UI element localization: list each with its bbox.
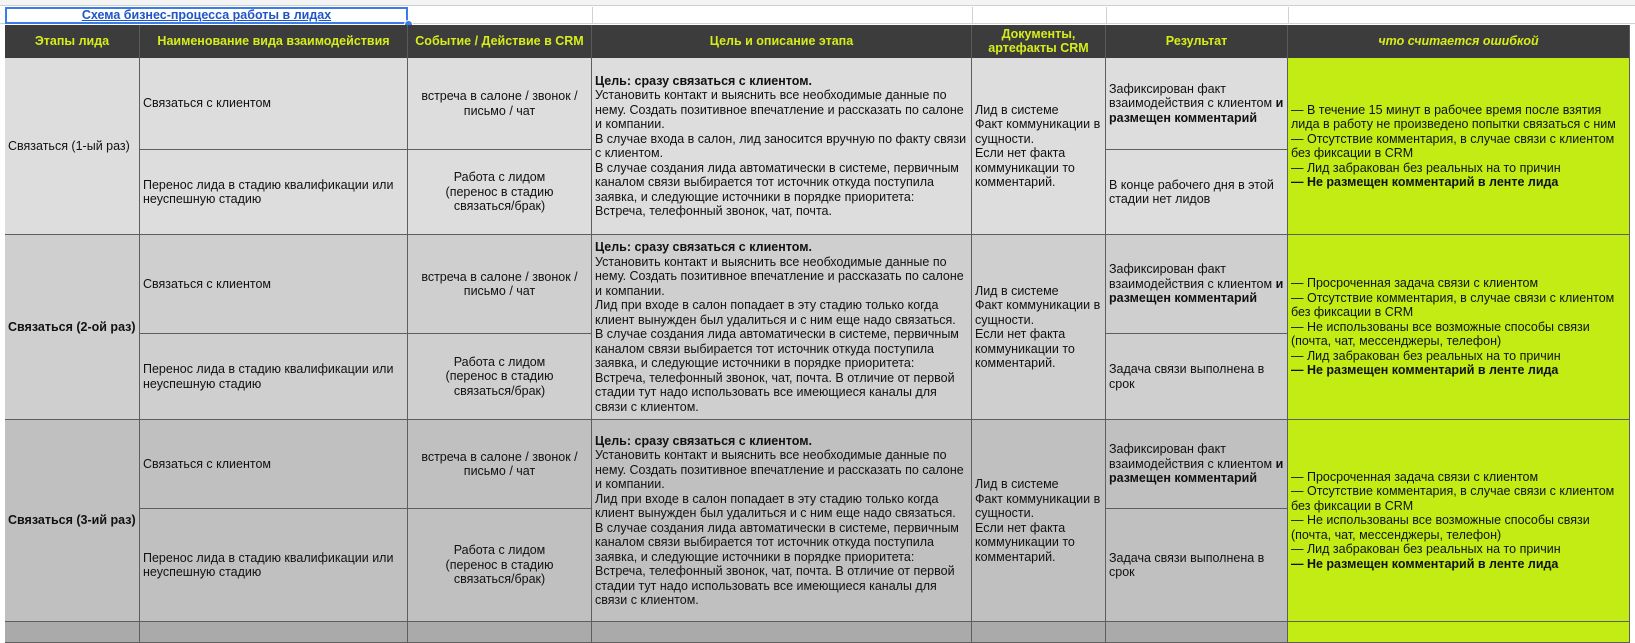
partial-cell[interactable]	[592, 622, 972, 643]
result-bold-text: и размещен комментарий	[1109, 96, 1284, 125]
error-line: — Отсутствие комментария, в случае связи с клиентом без фиксации в CRM	[1291, 290, 1615, 320]
error-cell[interactable]	[1288, 420, 1630, 622]
goal-line: Установить контакт и выяснить все необходимые данные по нему. Создать позитивное впечатление и рассказать по салоне и компании.	[595, 448, 964, 491]
partial-cell[interactable]	[140, 622, 408, 643]
interaction-cell[interactable]	[140, 509, 408, 622]
result-cell[interactable]	[1106, 150, 1288, 235]
docs-cell[interactable]	[972, 58, 1106, 235]
result-cell[interactable]	[1106, 420, 1288, 509]
goal-line: Лид при входе в салон попадает в эту стадию только когда клиент вынужден был удалиться и с ним еще надо связаться.	[595, 491, 956, 520]
stage-cell-1[interactable]	[5, 58, 140, 235]
goal-line: Установить контакт и выяснить все необходимые данные по нему. Создать позитивное впечатление и рассказать по салоне и компании.	[595, 254, 964, 298]
header-event: Событие / Действие в CRM	[408, 25, 592, 58]
error-line: — Просроченная задача связи с клиентом	[1291, 276, 1539, 291]
interaction-cell[interactable]	[140, 420, 408, 509]
interaction-cell[interactable]	[140, 58, 408, 150]
event-cell[interactable]	[408, 58, 592, 150]
stage-cell-3[interactable]	[5, 420, 140, 622]
docs-line: Если нет факта коммуникации то комментарий.	[975, 327, 1075, 370]
result-text: В конце рабочего дня в этой стадии нет лидов	[1109, 177, 1274, 206]
stage-label: Связаться (1-ый раз)	[8, 138, 130, 153]
error-line: — Лид забракован без реальных на то причин	[1291, 348, 1561, 363]
event-text: Работа с лидом (перенос в стадию связаться/брак)	[445, 170, 554, 214]
docs-line: Если нет факта коммуникации то комментарий.	[975, 520, 1075, 564]
result-text: Зафиксирован факт взаимодействия с клиентом	[1109, 262, 1273, 291]
title-cell-selected[interactable]	[5, 7, 408, 24]
goal-line: В случае создания лида автоматически в системе, первичным каналом связи выбирается тот источник откуда поступила заявка, и следующие источники в порядке приоритета: Встреча, телефонный звонок, чат, почта.	[595, 160, 959, 218]
header-stages: Этапы лида	[5, 25, 140, 58]
event-text: встреча в салоне / звонок / письмо / чат	[421, 89, 578, 118]
event-cell[interactable]	[408, 334, 592, 420]
gridline	[1288, 7, 1289, 24]
goal-line: Лид при входе в салон попадает в эту стадию только когда клиент вынужден был удалиться и с ним еще надо связаться.	[595, 298, 956, 327]
interaction-text: Связаться с клиентом	[143, 96, 272, 111]
header-interaction: Наименование вида взаимодействия	[140, 25, 408, 58]
interaction-text: Перенос лида в стадию квалификации или неуспешную стадию	[143, 550, 394, 579]
result-bold-text: и размещен комментарий	[1109, 456, 1284, 486]
event-cell[interactable]	[408, 150, 592, 235]
result-cell[interactable]	[1106, 334, 1288, 420]
header-error: что считается ошибкой	[1288, 25, 1630, 58]
partial-cell[interactable]	[1106, 622, 1288, 643]
goal-title: Цель: сразу связаться с клиентом.	[595, 240, 812, 254]
result-text: Зафиксирован факт взаимодействия с клиентом	[1109, 442, 1273, 471]
event-text: встреча в салоне / звонок / письмо / чат	[421, 269, 578, 298]
result-cell[interactable]	[1106, 509, 1288, 622]
docs-cell[interactable]	[972, 235, 1106, 420]
stage-label: Связаться (2-ой раз)	[8, 319, 136, 334]
interaction-text: Перенос лида в стадию квалификации или неуспешную стадию	[143, 362, 394, 391]
error-line: — Отсутствие комментария, в случае связи с клиентом без фиксации в CRM	[1291, 131, 1615, 160]
interaction-cell[interactable]	[140, 235, 408, 334]
error-line: — Лид забракован без реальных на то причин	[1291, 542, 1561, 557]
error-cell[interactable]	[1288, 58, 1630, 235]
event-cell[interactable]	[408, 420, 592, 509]
interaction-text: Связаться с клиентом	[143, 276, 272, 291]
error-line-bold: — Не размещен комментарий в ленте лида	[1291, 556, 1559, 571]
docs-line: Лид в системе	[975, 477, 1059, 491]
event-text: встреча в салоне / звонок / письмо / чат	[421, 449, 578, 478]
goal-cell[interactable]	[592, 58, 972, 235]
goal-line: В случае создания лида автоматически в системе, первичным каналом связи выбирается тот источник откуда поступила заявка, и следующие источники в порядке приоритета: Встреча, телефонный звонок, чат, почта. В отличие от первой стадии тут надо использовать все имеющиеся каналы для связи с клиентом.	[595, 520, 959, 607]
event-text: Работа с лидом (перенос в стадию связаться/брак)	[445, 543, 554, 587]
event-cell[interactable]	[408, 509, 592, 622]
goal-title: Цель: сразу связаться с клиентом.	[595, 433, 812, 448]
goal-line: В случае создания лида автоматически в системе, первичным каналом связи выбирается тот источник откуда поступила заявка, и следующие источники в порядке приоритета: Встреча, телефонный звонок, чат, почта. В отличие от первой стадии тут надо использовать все имеющиеся каналы для связи с клиентом.	[595, 327, 959, 414]
goal-title: Цель: сразу связаться с клиентом.	[595, 73, 812, 88]
docs-cell[interactable]	[972, 420, 1106, 622]
event-text: Работа с лидом (перенос в стадию связаться/брак)	[445, 354, 554, 398]
goal-cell[interactable]	[592, 420, 972, 622]
gridline	[972, 7, 973, 24]
schema-link[interactable]: Схема бизнес-процесса работы в лидах	[81, 8, 332, 23]
error-line-bold: — Не размещен комментарий в ленте лида	[1291, 363, 1559, 378]
interaction-cell[interactable]	[140, 334, 408, 420]
stage-label: Связаться (3-ий раз)	[8, 513, 136, 528]
goal-line: В случае входа в салон, лид заносится вручную по факту связи с клиентом.	[595, 131, 967, 160]
result-text: Зафиксирован факт взаимодействия с клиентом	[1109, 81, 1273, 111]
goal-cell[interactable]	[592, 235, 972, 420]
result-cell[interactable]	[1106, 235, 1288, 334]
stage-cell-2[interactable]	[5, 235, 140, 420]
interaction-text: Перенос лида в стадию квалификации или неуспешную стадию	[143, 177, 394, 206]
docs-line: Факт коммуникации в сущности.	[975, 491, 1101, 520]
header-result: Результат	[1106, 25, 1288, 58]
partial-cell[interactable]	[972, 622, 1106, 643]
partial-error-cell[interactable]	[1288, 622, 1630, 643]
result-cell[interactable]	[1106, 58, 1288, 150]
docs-line: Факт коммуникации в сущности.	[975, 117, 1101, 146]
error-line: — Не использованы все возможные способы связи (почта, чат, мессенджеры, телефон)	[1291, 319, 1590, 349]
error-line: — В течение 15 минут в рабочее время после взятия лида в работу не произведено попытки связаться с ним	[1291, 102, 1616, 131]
interaction-cell[interactable]	[140, 150, 408, 235]
error-line-bold: — Не размещен комментарий в ленте лида	[1291, 175, 1559, 189]
docs-line: Лид в системе	[975, 283, 1059, 298]
error-line: — Не использованы все возможные способы связи (почта, чат, мессенджеры, телефон)	[1291, 513, 1590, 542]
docs-line: Если нет факта коммуникации то комментарий.	[975, 146, 1075, 189]
result-bold-text: и размещен комментарий	[1109, 276, 1284, 306]
partial-row	[0, 0, 1635, 6]
error-cell[interactable]	[1288, 235, 1630, 420]
docs-line: Факт коммуникации в сущности.	[975, 298, 1101, 327]
event-cell[interactable]	[408, 235, 592, 334]
header-docs: Документы, артефакты CRM	[972, 25, 1106, 58]
header-goal: Цель и описание этапа	[592, 25, 972, 58]
result-text: Задача связи выполнена в срок	[1109, 550, 1265, 579]
goal-line: Установить контакт и выяснить все необходимые данные по нему. Создать позитивное впечатление и рассказать по салоне и компании.	[595, 88, 964, 131]
interaction-text: Связаться с клиентом	[143, 456, 272, 471]
error-line: — Просроченная задача связи с клиентом	[1291, 469, 1539, 484]
docs-line: Лид в системе	[975, 102, 1059, 117]
gridline	[1106, 7, 1107, 24]
partial-cell[interactable]	[408, 622, 592, 643]
stage-cell-partial[interactable]	[5, 622, 140, 643]
gridline	[592, 7, 593, 24]
error-line: — Лид забракован без реальных на то причин	[1291, 160, 1561, 175]
result-text: Задача связи выполнена в срок	[1109, 362, 1265, 391]
error-line: — Отсутствие комментария, в случае связи с клиентом без фиксации в CRM	[1291, 484, 1615, 513]
